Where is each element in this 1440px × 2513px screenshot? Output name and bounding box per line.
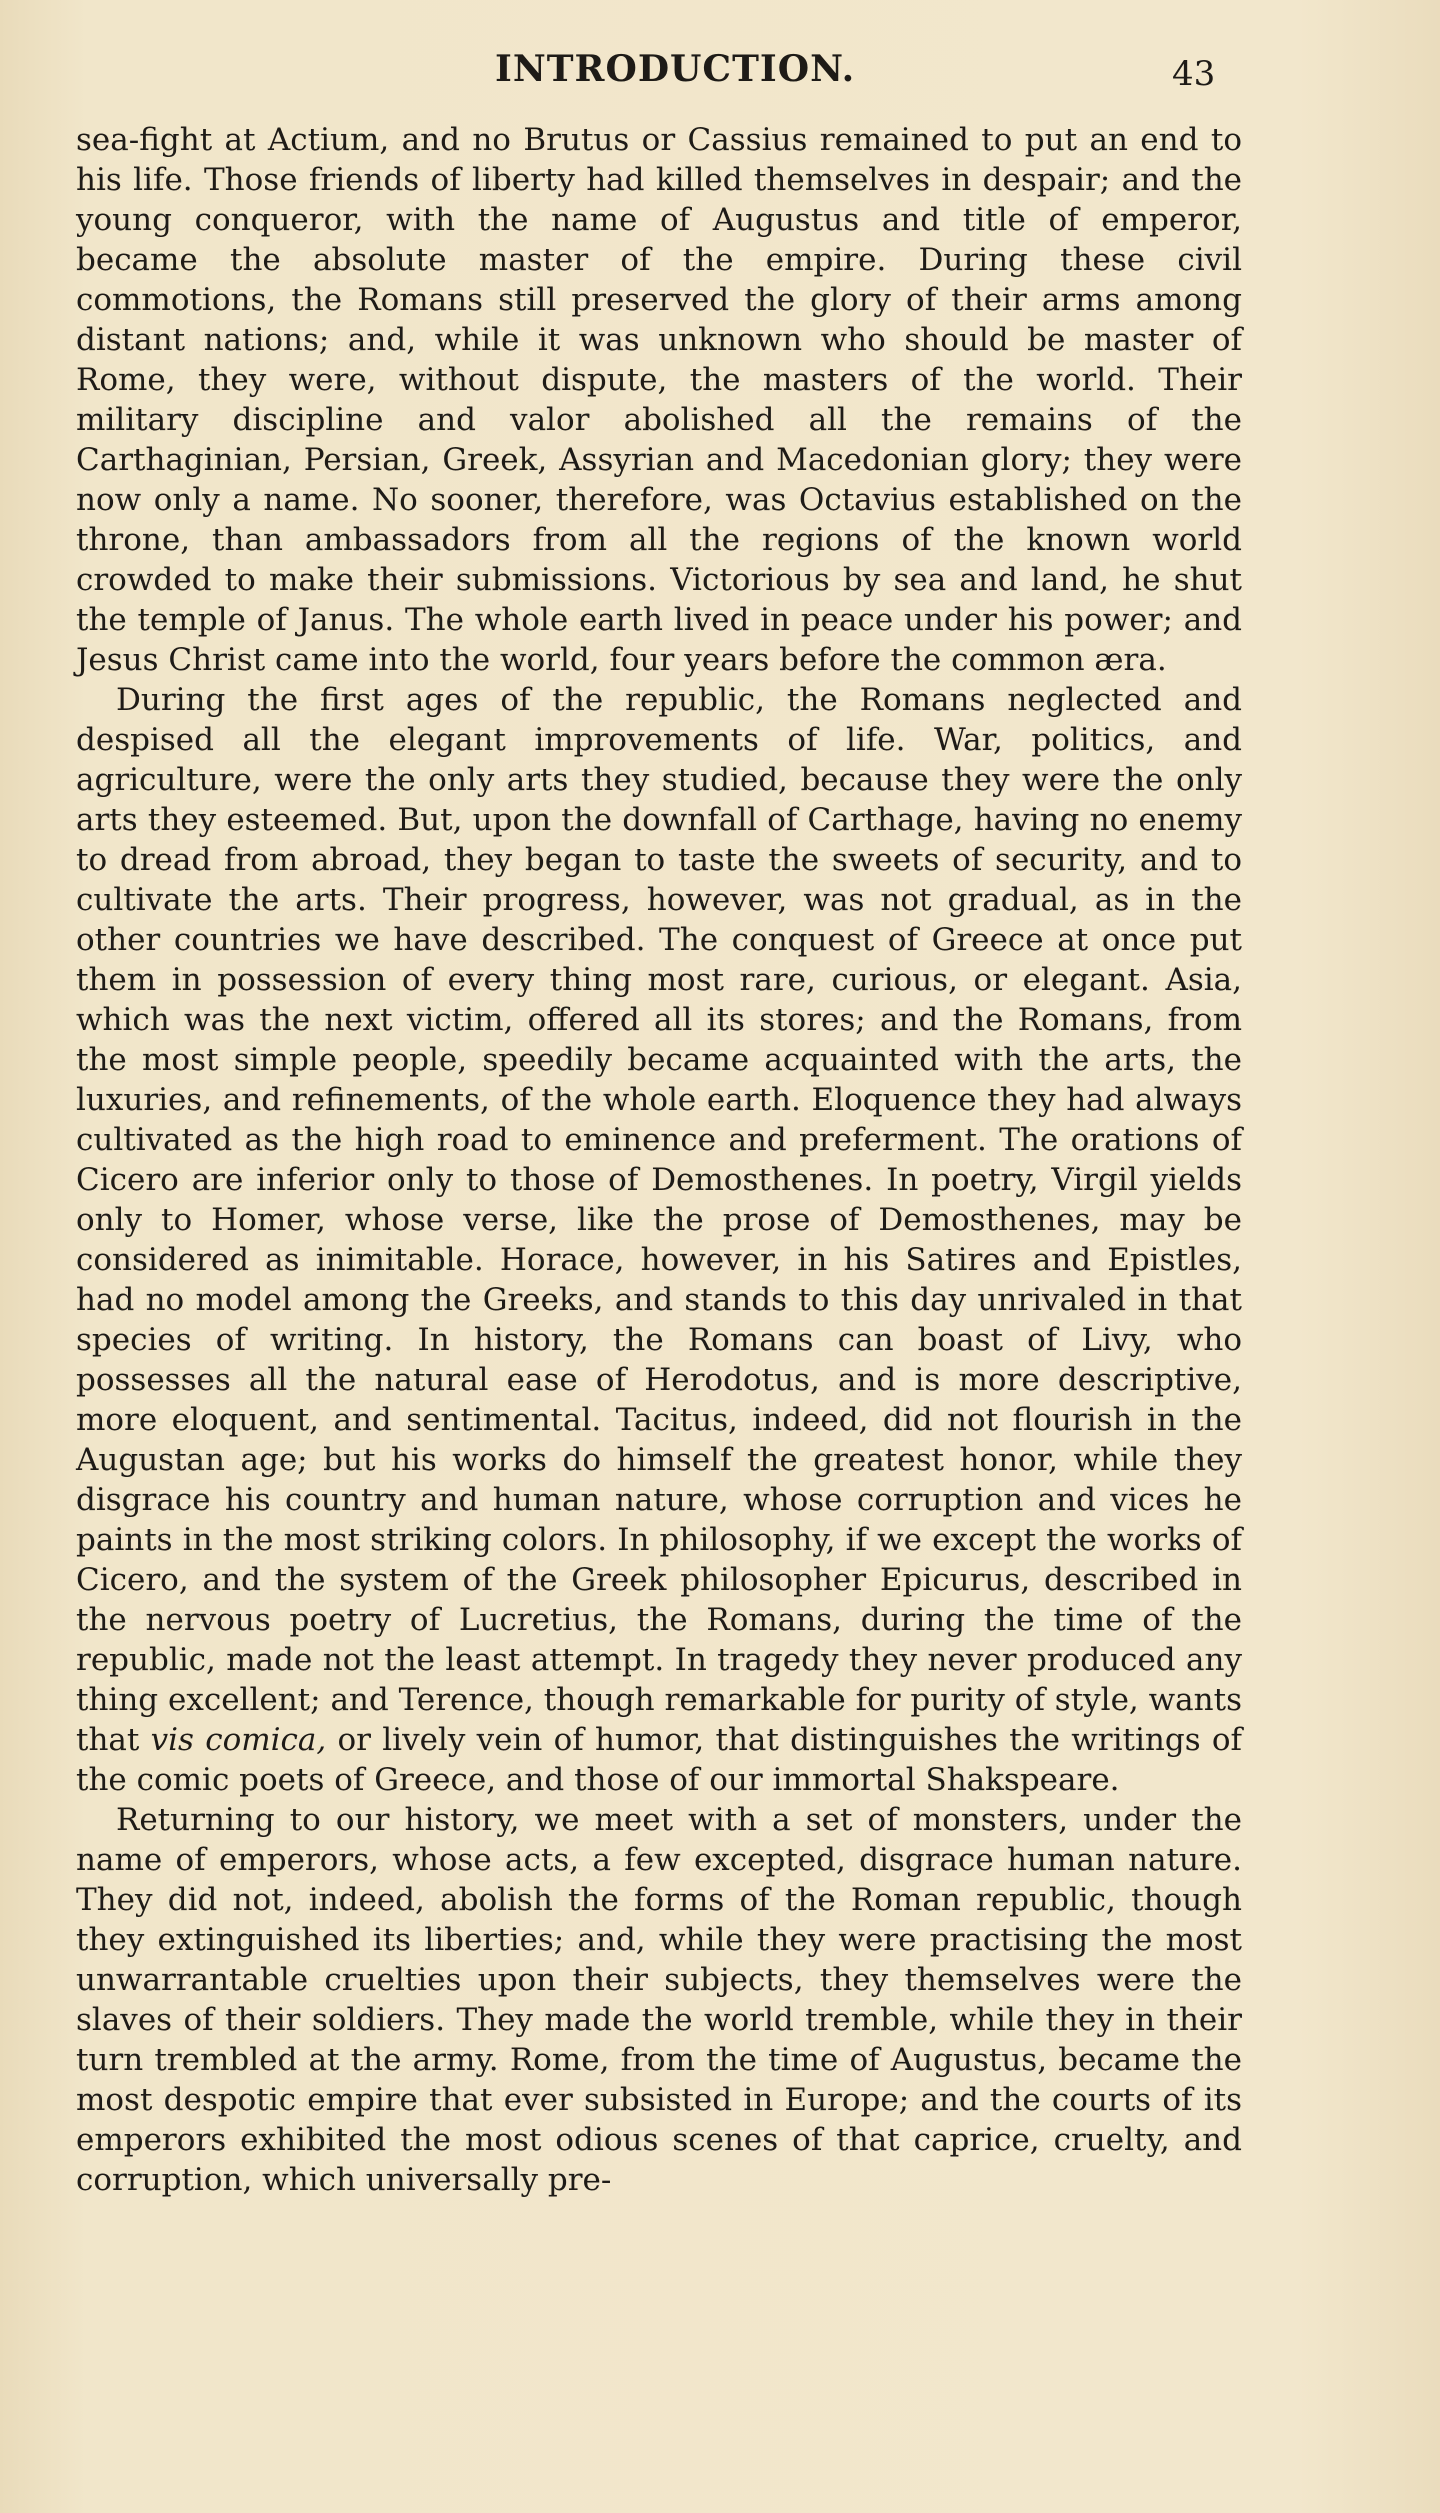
italic-phrase: vis comica, [150, 1722, 327, 1758]
body-text [76, 120, 1242, 2200]
paragraph-roman-arts [76, 680, 1242, 1800]
running-title: INTRODUCTION. [495, 48, 856, 90]
paragraph-roman-arts-before-italic: During the first ages of the republic, the Romans neglected and despised all the elegant improvements of life. War, politics, and agriculture, were the only arts they studied, because they were the only arts they esteemed. But, upon the downfall of Carthage, having no enemy to dread from abroad, they began to taste the sweets of security, and to cultivate the arts. Their progress, however, was not gradual, as in the other countries we have described. The conquest of Greece at once put them in possession of every thing most rare, curious, or elegant. Asia, which was the next victim, offered all its stores; and the Romans, from the most simple people, speedily became acquainted with the arts, the luxuries, and refinements, of the whole earth. Eloquence they had always cultivated as the high road to eminence and preferment. The orations of Cicero are inferior only to those of Demosthenes. In poetry, Virgil yields only to Homer, whose verse, like the prose of Demosthenes, may be considered as inimitable. Horace, however, in his Satires and Epistles, had no model among the Greeks, and stands to this day unrivaled in that species of writing. In history, the Romans can boast of Livy, who possesses all the natural ease of Herodotus, and is more descriptive, more eloquent, and sentimental. Tacitus, indeed, did not flourish in the Augustan age; but his works do himself the greatest honor, while they disgrace his country and human nature, whose corruption and vices he paints in the most striking colors. In philosophy, if we except the works of Cicero, and the system of the Greek philosopher Epicurus, described in the nervous poetry of Lucretius, the Romans, during the time of the republic, made not the least attempt. In tragedy they never produced any thing excellent; and Terence, though remarkable for purity of style, wants that [76, 682, 1242, 1758]
paragraph-emperors: Returning to our history, we meet with a set of monsters, under the name of emperors, whose acts, a few excepted, disgrace human nature. They did not, indeed, abolish the forms of the Roman republic, though they extinguished its liberties; and, while they were practising the most unwarrantable cruelties upon their subjects, they themselves were the slaves of their soldiers. They made the world tremble, while they in their turn trembled at the army. Rome, from the time of Augustus, became the most despotic empire that ever subsisted in Europe; and the courts of its emperors exhibited the most odious scenes of that caprice, cruelty, and corruption, which universally pre- [76, 1802, 1242, 2198]
paragraph-actium: sea-fight at Actium, and no Brutus or Cassius remained to put an end to his life. Those friends of liberty had killed themselves in despair; and the young conqueror, with the name of Augustus and title of emperor, became the absolute master of the empire. During these civil commotions, the Romans still preserved the glory of their arms among distant nations; and, while it was unknown who should be master of Rome, they were, without dispute, the masters of the world. Their military discipline and valor abolished all the remains of the Carthaginian, Persian, Greek, Assyrian and Macedonian glory; they were now only a name. No sooner, therefore, was Octavius established on the throne, than ambassadors from all the regions of the known world crowded to make their submissions. Victorious by sea and land, he shut the temple of Janus. The whole earth lived in peace under his power; and Jesus Christ came into the world, four years before the common æra. [76, 122, 1242, 678]
page-number: 43 [1172, 54, 1216, 94]
running-head [0, 48, 1440, 98]
paragraph-roman-arts-after-italic: or lively vein of humor, that distinguishes the writings of the comic poets of Greece, and those of our immortal Shakspeare. [76, 1722, 1242, 1798]
